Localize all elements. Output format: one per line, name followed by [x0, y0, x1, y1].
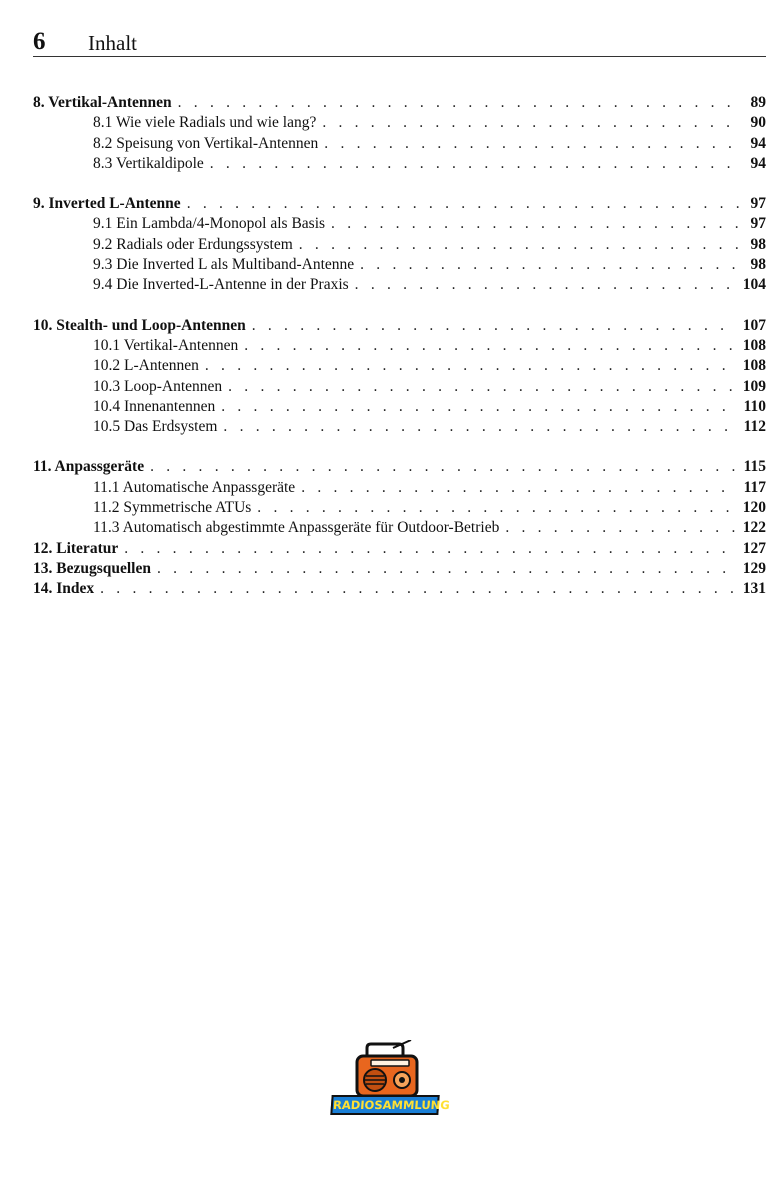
toc-page-number: 90: [750, 114, 766, 132]
dot-leader: [187, 194, 740, 214]
toc-section-entry: [33, 134, 766, 154]
dot-leader: [505, 518, 736, 538]
toc-entry-title: 11.1 Automatische Anpassgeräte: [93, 478, 296, 496]
dot-leader: [205, 356, 737, 376]
toc-chapter-entry: [33, 539, 766, 559]
toc-chapter-entry: [33, 579, 766, 599]
toc-entry-title: 9.1 Ein Lambda/4-Monopol als Basis: [93, 215, 326, 233]
toc-entry-title: 13. Bezugsquellen: [33, 559, 151, 577]
logo-label: RADIOSAMMLUNG: [330, 1095, 439, 1115]
dot-leader: [157, 559, 737, 579]
dot-leader: [299, 235, 740, 255]
toc-page-number: 109: [742, 377, 766, 395]
toc-page-number: 120: [742, 499, 766, 517]
toc-page-number: 108: [742, 336, 766, 354]
page-header: [33, 28, 766, 57]
dot-leader: [257, 498, 736, 518]
radio-icon: [331, 1040, 439, 1100]
toc-page-number: 131: [742, 580, 766, 598]
page-number: 6: [33, 28, 46, 55]
dot-leader: [210, 154, 740, 174]
toc-entry-title: 9. Inverted L-Antenne: [33, 195, 181, 213]
toc-page-number: 104: [742, 276, 766, 294]
toc-entry-title: 8.2 Speisung von Vertikal-Antennen: [93, 134, 319, 152]
toc-section-entry: [33, 377, 766, 397]
dot-leader: [223, 417, 737, 437]
running-title: Inhalt: [88, 31, 137, 55]
toc-page-number: 115: [743, 458, 766, 476]
dot-leader: [355, 275, 737, 295]
dot-leader: [124, 539, 737, 559]
toc-page-number: 117: [743, 478, 766, 496]
toc-page-number: 122: [742, 519, 766, 537]
dot-leader: [360, 255, 740, 275]
toc-section-entry: [33, 275, 766, 295]
toc-page-number: 97: [750, 215, 766, 233]
toc-entry-title: 9.4 Die Inverted-L-Antenne in der Praxis: [93, 276, 349, 294]
toc-entry-title: 8.1 Wie viele Radials und wie lang?: [93, 114, 317, 132]
toc-entry-title: 8. Vertikal-Antennen: [33, 94, 172, 111]
dot-leader: [221, 397, 737, 417]
toc-chapter-entry: [33, 93, 766, 113]
dot-leader: [301, 478, 737, 498]
toc-section-entry: [33, 214, 766, 234]
toc-entry-title: 11. Anpassgeräte: [33, 458, 145, 476]
toc-page-number: 108: [742, 357, 766, 375]
toc-entry-title: 10. Stealth- und Loop-Antennen: [33, 316, 246, 334]
toc-entry-title: 11.2 Symmetrische ATUs: [93, 499, 252, 517]
toc-section-entry: [33, 336, 766, 356]
toc-chapter-entry: [33, 316, 766, 336]
toc-page-number: 129: [742, 559, 766, 577]
toc-page-number: 89: [750, 94, 766, 111]
dot-leader: [244, 336, 737, 356]
toc-section-entry: [33, 397, 766, 417]
dot-leader: [178, 93, 740, 113]
toc-section-entry: [33, 235, 766, 255]
toc-entry-title: 9.2 Radials oder Erdungssystem: [93, 235, 293, 253]
toc-section-entry: [33, 498, 766, 518]
toc-section-entry: [33, 154, 766, 174]
toc-section-entry: [33, 518, 766, 538]
toc-chapter-entry: [33, 457, 766, 477]
toc-section-entry: [33, 356, 766, 376]
toc-entry-title: 10.2 L-Antennen: [93, 357, 199, 375]
toc-page-number: 94: [750, 154, 766, 172]
dot-leader: [252, 316, 737, 336]
toc-page-number: 97: [750, 195, 766, 213]
toc-page-number: 94: [750, 134, 766, 152]
toc-page-number: 107: [742, 316, 766, 334]
toc-page-number: 110: [743, 397, 766, 415]
dot-leader: [100, 579, 737, 599]
toc-entry-title: 14. Index: [33, 580, 95, 598]
toc-chapter-entry: [33, 194, 766, 214]
dot-leader: [150, 457, 738, 477]
section-spacer: [33, 296, 766, 316]
toc-entry-title: 12. Literatur: [33, 539, 119, 557]
toc-page-number: 98: [750, 256, 766, 274]
toc-section-entry: [33, 417, 766, 437]
toc-entry-title: 8.3 Vertikaldipole: [93, 154, 204, 172]
radiosammlung-logo: [331, 1040, 451, 1120]
toc-entry-title: 10.4 Innenantennen: [93, 397, 216, 415]
toc-page-number: 98: [750, 235, 766, 253]
section-spacer: [33, 174, 766, 194]
toc-entry-title: 10.1 Vertikal-Antennen: [93, 336, 239, 354]
toc-page-number: 112: [743, 418, 766, 436]
toc-entry-title: 10.3 Loop-Antennen: [93, 377, 223, 395]
dot-leader: [331, 214, 740, 234]
toc-entry-title: 9.3 Die Inverted L als Multiband-Antenne: [93, 256, 355, 274]
dot-leader: [324, 134, 740, 154]
toc-page-number: 127: [742, 539, 766, 557]
toc-section-entry: [33, 113, 766, 133]
dot-leader: [228, 377, 737, 397]
toc-entry-title: 11.3 Automatisch abgestimmte Anpassgeräte für Outdoor-Betrieb: [93, 519, 500, 537]
toc-section-entry: [33, 478, 766, 498]
toc-entry-title: 10.5 Das Erdsystem: [93, 418, 218, 436]
dot-leader: [322, 113, 740, 133]
toc-section-entry: [33, 255, 766, 275]
section-spacer: [33, 437, 766, 457]
table-of-contents: [33, 93, 766, 600]
toc-chapter-entry: [33, 559, 766, 579]
